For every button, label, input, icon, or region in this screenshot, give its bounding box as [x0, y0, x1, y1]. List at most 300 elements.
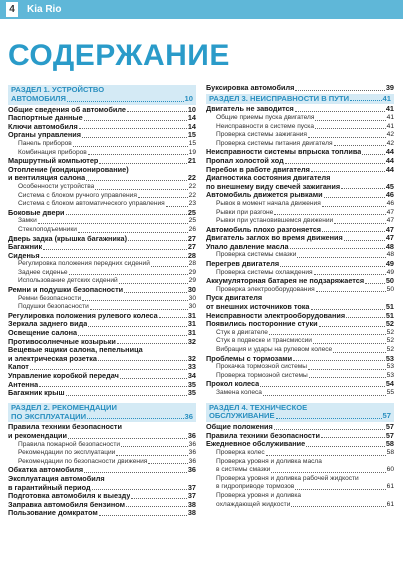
page-ref: 36 — [187, 430, 196, 440]
entry-title: Проверка системы зажигания — [216, 131, 307, 139]
dot-leader — [79, 128, 187, 129]
dot-leader — [69, 274, 188, 275]
entry-title: Прокол колеса — [206, 380, 260, 389]
dot-leader — [260, 386, 385, 387]
toc-subentry[interactable] — [8, 449, 196, 458]
entry-title: Рывки при разгоне — [216, 208, 274, 216]
entry-title: Ремни безопасности — [18, 294, 82, 302]
toc-entry[interactable] — [206, 355, 394, 364]
page-ref: 52 — [385, 319, 394, 329]
toc-subentry[interactable] — [206, 466, 394, 475]
toc-entry[interactable] — [206, 234, 394, 243]
dot-leader — [365, 283, 385, 284]
entry-title: Проверка системы питания двигателя — [216, 139, 333, 147]
page-ref: 55 — [386, 388, 394, 396]
toc-entry[interactable] — [8, 243, 196, 252]
dot-leader — [166, 206, 188, 207]
toc-entry[interactable] — [8, 492, 196, 501]
page-ref: 41 — [382, 93, 391, 103]
page-ref: 15 — [187, 130, 196, 140]
toc-entry[interactable] — [8, 312, 196, 321]
entry-title: Перегрев двигателя — [206, 260, 280, 269]
dot-leader — [295, 111, 385, 112]
entry-title: Зеркала заднего вида — [8, 320, 88, 329]
entry-title: Особенности устройства — [18, 182, 95, 190]
dot-leader — [95, 189, 187, 190]
page-ref: 25 — [187, 207, 196, 217]
toc-entry[interactable] — [8, 423, 196, 432]
section-title: РАЗДЕЛ 3. НЕИСПРАВНОСТИ В ПУТИ — [209, 93, 350, 103]
dot-leader — [66, 214, 187, 215]
entry-title: Комбинация приборов — [18, 148, 87, 156]
entry-title: Рекомендации по безопасности движения — [18, 457, 148, 465]
page-ref: 58 — [385, 439, 394, 449]
toc-entry[interactable] — [8, 123, 196, 132]
toc-subentry[interactable] — [206, 389, 394, 398]
page-ref: 19 — [188, 148, 196, 156]
page-ref: 48 — [386, 251, 394, 259]
entry-title: Проверка уровня и доливка масла — [216, 457, 322, 465]
entry-title: Автомобиль движется рывками — [206, 191, 323, 200]
toc-entry[interactable] — [8, 114, 196, 123]
section-gap — [8, 398, 196, 402]
page-ref: 30 — [188, 294, 196, 302]
section-title: ПО ЭКСПЛУАТАЦИИ — [11, 411, 87, 421]
entry-title: в гарантийный период — [8, 483, 91, 492]
dot-leader — [322, 231, 385, 232]
entry-title: Правила техники безопасности — [206, 431, 320, 440]
toc-subentry[interactable] — [206, 492, 394, 501]
toc-entry[interactable] — [206, 294, 394, 303]
toc-entry[interactable] — [8, 432, 196, 441]
page-ref: 44 — [385, 155, 394, 165]
page-ref: 50 — [385, 276, 394, 286]
dot-leader — [309, 377, 386, 378]
toc-entry[interactable] — [206, 191, 394, 200]
toc-entry[interactable] — [8, 174, 196, 183]
entry-title: Замена колеса — [216, 388, 262, 396]
entry-title: Стеклоподъемники — [18, 225, 77, 233]
entry-title: Сиденья — [8, 251, 40, 260]
toc-subentry[interactable] — [206, 269, 394, 278]
toc-subentry[interactable] — [8, 260, 196, 269]
toc-entry[interactable] — [206, 320, 394, 329]
toc-entry[interactable] — [8, 338, 196, 347]
page-ref: 37 — [187, 482, 196, 492]
toc-subentry[interactable] — [206, 475, 394, 484]
dot-leader — [119, 283, 188, 284]
entry-title: Аккумуляторная батарея не подзаряжается — [206, 277, 365, 286]
toc-subentry[interactable] — [8, 303, 196, 312]
section-heading-line — [11, 95, 193, 104]
toc-subentry[interactable] — [206, 458, 394, 467]
entry-title: Багажник крыш — [8, 389, 65, 398]
toc-subentry[interactable] — [206, 123, 394, 132]
toc-entry[interactable] — [8, 509, 196, 518]
entry-title: Правила пожарной безопасности — [18, 440, 121, 448]
page-ref: 14 — [187, 113, 196, 123]
toc-entry[interactable] — [8, 389, 196, 398]
toc-subentry[interactable] — [8, 441, 196, 450]
dot-leader — [151, 266, 188, 267]
dot-leader — [128, 240, 187, 241]
entry-title: Отопление (кондиционирование) — [8, 165, 129, 174]
page-ref: 27 — [187, 242, 196, 252]
dot-leader — [306, 446, 385, 447]
dot-leader — [311, 309, 385, 310]
toc-entry[interactable] — [206, 243, 394, 252]
toc-entry[interactable] — [8, 235, 196, 244]
dot-leader — [285, 163, 385, 164]
toc-subentry[interactable] — [8, 269, 196, 278]
dot-leader — [315, 128, 386, 129]
page-ref: 37 — [187, 491, 196, 501]
entry-title: Упало давление масла — [206, 242, 289, 251]
toc-entry[interactable] — [206, 303, 394, 312]
page-ref: 28 — [188, 260, 196, 268]
entry-title: Освещение салона — [8, 329, 78, 338]
dot-leader — [98, 360, 187, 361]
entry-title: Подготовка автомобиля к выезду — [8, 492, 131, 501]
toc-subentry[interactable] — [206, 372, 394, 381]
toc-subentry[interactable] — [206, 200, 394, 209]
entry-title: Стук в подвеске и трансмиссии — [216, 337, 312, 345]
page-ref: 47 — [385, 233, 394, 243]
toc-subentry[interactable] — [8, 277, 196, 286]
entry-title: Общие приемы пуска двигателя — [216, 113, 315, 121]
toc-entry[interactable] — [8, 320, 196, 329]
page-ref: 10 — [184, 93, 193, 103]
dot-leader — [30, 369, 187, 370]
page-ref: 47 — [386, 217, 394, 225]
page-header — [0, 0, 403, 19]
entry-title: Двигатель не заводится — [206, 105, 294, 114]
section-title: РАЗДЕЛ 4. ТЕХНИЧЕСКОЕ — [209, 402, 308, 412]
page-ref: 35 — [187, 379, 196, 389]
toc-entry[interactable] — [8, 131, 196, 140]
section-title: АВТОМОБИЛЯ — [11, 93, 66, 103]
toc-subentry[interactable] — [206, 483, 394, 492]
dot-leader — [90, 309, 188, 310]
page-ref: 10 — [187, 104, 196, 114]
page-ref: 41 — [386, 113, 394, 121]
dot-leader — [117, 343, 187, 344]
page-ref: 22 — [188, 191, 196, 199]
entry-title: Вибрация и удары на рулевом колесе — [216, 346, 333, 354]
dot-leader — [314, 274, 386, 275]
page-ref: 27 — [187, 233, 196, 243]
toc-subentry[interactable] — [206, 286, 394, 295]
toc-entry[interactable] — [8, 475, 196, 484]
entry-title: в гидроприводе тормозов — [216, 483, 295, 491]
entry-title: Ремни и подушки безопасности — [8, 286, 124, 295]
entry-title: Автомобиль плохо разгоняется — [206, 225, 322, 234]
page-ref: 39 — [385, 83, 394, 92]
dot-leader — [78, 232, 188, 233]
page-ref: 32 — [187, 353, 196, 363]
toc-subentry[interactable] — [8, 200, 196, 209]
toc-entry[interactable] — [8, 355, 196, 364]
toc-column-left — [8, 84, 196, 518]
page-ref: 35 — [187, 388, 196, 398]
page-ref: 26 — [188, 225, 196, 233]
dot-leader — [116, 455, 187, 456]
toc-entry[interactable] — [8, 286, 196, 295]
entry-title: Регулировка положения рулевого колеса — [8, 311, 158, 320]
dot-leader — [43, 249, 187, 250]
entry-title: Неисправности электрооборудования — [206, 311, 346, 320]
entry-title: Вещевые ящики салона, пепельница — [8, 346, 143, 355]
toc-subentry[interactable] — [206, 329, 394, 338]
toc-entry[interactable] — [8, 484, 196, 493]
entry-title: и вентиляция салона — [8, 174, 86, 183]
dot-leader — [362, 154, 385, 155]
entry-title: Багажник — [8, 243, 43, 252]
section-heading[interactable] — [8, 403, 196, 423]
entry-title: Замки — [18, 217, 37, 225]
toc-entry[interactable] — [206, 84, 394, 93]
dot-leader — [266, 455, 386, 456]
section-title: ОБСЛУЖИВАНИЕ — [209, 411, 275, 421]
toc-subentry[interactable] — [8, 295, 196, 304]
toc-subentry[interactable] — [206, 337, 394, 346]
entry-title: Система с блоком ручного управления — [18, 191, 137, 199]
toc-entry[interactable] — [8, 106, 196, 115]
dot-leader — [148, 463, 187, 464]
section-heading-line — [209, 412, 391, 421]
toc-subentry[interactable] — [206, 346, 394, 355]
dot-leader — [319, 326, 385, 327]
page-ref: 53 — [386, 371, 394, 379]
dot-leader — [344, 240, 385, 241]
page-ref: 36 — [188, 449, 196, 457]
section-heading[interactable] — [8, 85, 196, 105]
entry-title: Неисправности в системе пуска — [216, 122, 315, 130]
entry-title: Эксплуатация автомобиля — [8, 474, 105, 483]
toc-entry[interactable] — [8, 501, 196, 510]
entry-title: и рекомендации — [8, 431, 67, 440]
toc-entry[interactable] — [206, 277, 394, 286]
toc-entry[interactable] — [206, 432, 394, 441]
page-ref: 44 — [385, 147, 394, 157]
page-ref: 53 — [386, 363, 394, 371]
dot-leader — [88, 154, 188, 155]
page-ref: 30 — [187, 285, 196, 295]
page-ref: 46 — [386, 199, 394, 207]
dot-leader — [159, 317, 187, 318]
dot-leader — [41, 257, 187, 258]
toc-entry[interactable] — [8, 466, 196, 475]
dot-leader — [276, 418, 382, 419]
dot-leader — [121, 446, 188, 447]
entry-title: Обкатка автомобиля — [8, 466, 84, 475]
toc-entry[interactable] — [206, 380, 394, 389]
toc-entry[interactable] — [206, 157, 394, 166]
dot-leader — [308, 137, 386, 138]
toc-entry[interactable] — [8, 329, 196, 338]
entry-title: Заднее сиденье — [18, 268, 68, 276]
toc-entry[interactable] — [206, 174, 394, 183]
toc-subentry[interactable] — [206, 251, 394, 260]
toc-entry[interactable] — [206, 148, 394, 157]
toc-entry[interactable] — [206, 312, 394, 321]
dot-leader — [269, 334, 386, 335]
dot-leader — [280, 266, 385, 267]
dot-leader — [274, 214, 385, 215]
dot-leader — [78, 335, 187, 336]
page-ref: 32 — [187, 336, 196, 346]
toc-subentry[interactable] — [206, 140, 394, 149]
page-ref: 29 — [188, 277, 196, 285]
page-ref: 52 — [386, 346, 394, 354]
toc-subentry[interactable] — [8, 458, 196, 467]
page-ref: 49 — [386, 268, 394, 276]
toc-subentry[interactable] — [206, 363, 394, 372]
page-ref: 23 — [188, 200, 196, 208]
toc-entry[interactable] — [206, 226, 394, 235]
section-heading-line — [209, 95, 391, 104]
page-ref: 53 — [385, 353, 394, 363]
section-heading[interactable] — [206, 403, 394, 423]
entry-title: Антенна — [8, 380, 39, 389]
dot-leader — [321, 437, 385, 438]
toc-entry[interactable] — [206, 166, 394, 175]
dot-leader — [66, 395, 187, 396]
toc-entry[interactable] — [206, 440, 394, 449]
entry-title: Проблемы с тормозами — [206, 354, 293, 363]
page-ref: 61 — [386, 500, 394, 508]
page-ref: 45 — [385, 181, 394, 191]
dot-leader — [271, 472, 385, 473]
entry-title: Заправка автомобиля бензином — [8, 500, 125, 509]
toc-subentry[interactable] — [8, 149, 196, 158]
toc-subentry[interactable] — [8, 226, 196, 235]
entry-title: Общие сведения об автомобиле — [8, 105, 126, 114]
entry-title: Рекомендации по эксплуатации — [18, 449, 116, 457]
dot-leader — [308, 369, 386, 370]
toc-entry[interactable] — [8, 372, 196, 381]
page-title: СОДЕРЖАНИЕ — [8, 39, 230, 72]
page-ref: 38 — [187, 508, 196, 518]
dot-leader — [87, 418, 184, 419]
entry-title: в системы смазки — [216, 466, 271, 474]
section-heading-line — [11, 413, 193, 422]
toc-subentry[interactable] — [206, 131, 394, 140]
entry-title: Буксировка автомобиля — [206, 84, 295, 92]
page-ref: 42 — [386, 131, 394, 139]
dot-leader — [290, 248, 385, 249]
entry-title: Ежедневное обслуживание — [206, 440, 306, 449]
page-ref: 38 — [187, 499, 196, 509]
dot-leader — [138, 197, 188, 198]
dot-leader — [124, 292, 187, 293]
dot-leader — [131, 498, 186, 499]
entry-title: Диагностика состояния двигателя — [206, 174, 331, 183]
toc-subentry[interactable] — [206, 449, 394, 458]
entry-title: Двигатель заглох во время движения — [206, 234, 343, 243]
toc-subentry[interactable] — [206, 217, 394, 226]
entry-title: Неисправности системы впрыска топлива — [206, 148, 362, 157]
page-ref: 36 — [188, 440, 196, 448]
toc-subentry[interactable] — [8, 140, 196, 149]
toc-entry[interactable] — [8, 381, 196, 390]
section-heading[interactable] — [206, 94, 394, 105]
entry-title: охлаждающей жидкости — [216, 500, 291, 508]
page-ref: 49 — [385, 259, 394, 269]
dot-leader — [120, 378, 187, 379]
dot-leader — [295, 489, 385, 490]
toc-entry[interactable] — [8, 346, 196, 355]
entry-title: Проверка уровня и доливка рабочей жидкости — [216, 474, 359, 482]
toc-entry[interactable] — [8, 166, 196, 175]
page-ref: 29 — [188, 268, 196, 276]
dot-leader — [334, 145, 386, 146]
toc-subentry[interactable] — [8, 183, 196, 192]
dot-leader — [127, 111, 187, 112]
dot-leader — [88, 326, 187, 327]
dot-leader — [315, 120, 385, 121]
page-ref: 52 — [386, 337, 394, 345]
entry-title: Боковые двери — [8, 208, 65, 217]
toc-entry[interactable] — [206, 105, 394, 114]
page-ref: 34 — [187, 371, 196, 380]
page-ref: 50 — [386, 285, 394, 293]
page-ref: 57 — [382, 411, 391, 421]
page-ref: 28 — [187, 250, 196, 260]
toc-entry[interactable] — [206, 183, 394, 192]
dot-leader — [73, 146, 188, 147]
entry-title: Проверка уровня и доливка — [216, 491, 302, 499]
toc-entry[interactable] — [206, 423, 394, 432]
toc-entry[interactable] — [206, 260, 394, 269]
page-ref: 21 — [187, 156, 196, 166]
toc-subentry[interactable] — [206, 209, 394, 218]
entry-title: Подушки безопасности — [18, 303, 89, 311]
toc-entry[interactable] — [8, 252, 196, 261]
page-ref: 52 — [386, 328, 394, 336]
dot-leader — [99, 515, 187, 516]
dot-leader — [38, 223, 188, 224]
toc-column-right — [206, 84, 394, 509]
dot-leader — [350, 100, 381, 101]
entry-title: Панель приборов — [18, 139, 72, 147]
page-ref: 31 — [187, 328, 196, 338]
page-ref: 33 — [187, 362, 196, 372]
page-ref: 51 — [385, 302, 394, 312]
dot-leader — [333, 352, 385, 353]
toc-subentry[interactable] — [8, 217, 196, 226]
entry-title: Дверь задка (крышка багажника) — [8, 234, 128, 243]
dot-leader — [341, 188, 385, 189]
page-ref: 36 — [184, 411, 193, 421]
toc-entry[interactable] — [8, 157, 196, 166]
entry-title: Общие положения — [206, 423, 273, 432]
toc-subentry[interactable] — [206, 501, 394, 510]
toc-subentry[interactable] — [8, 192, 196, 201]
entry-title: Использование детских сидений — [18, 277, 118, 285]
entry-title: Проверка электрооборудования — [216, 285, 315, 293]
toc-entry[interactable] — [8, 363, 196, 372]
entry-title: Управление коробкой передач — [8, 372, 119, 380]
page-ref: 58 — [386, 448, 394, 456]
toc-subentry[interactable] — [206, 114, 394, 123]
entry-title: Проверка тормозной системы — [216, 371, 308, 379]
toc-entry[interactable] — [8, 209, 196, 218]
dot-leader — [297, 257, 385, 258]
section-gap — [206, 398, 394, 402]
dot-leader — [274, 429, 385, 430]
entry-title: Прокачка тормозной системы — [216, 363, 308, 371]
